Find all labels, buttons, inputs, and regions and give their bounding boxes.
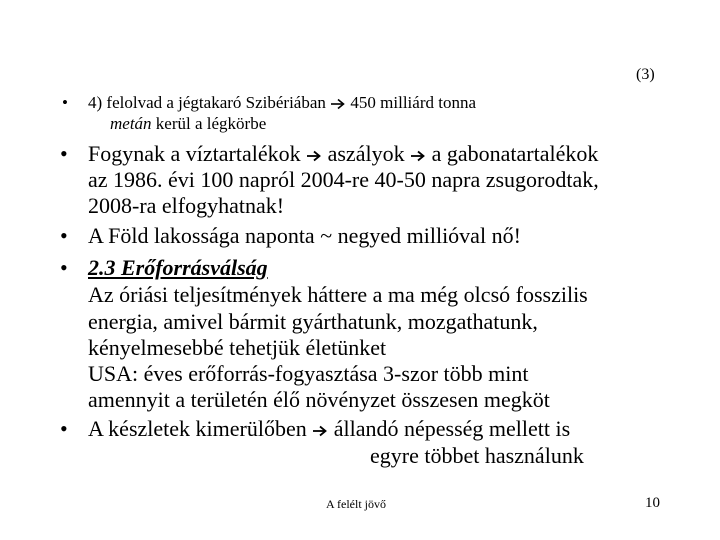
arrow-right-icon bbox=[410, 150, 426, 162]
item1-line2-rest: kerül a légkörbe bbox=[155, 114, 267, 133]
item5-part1: A készletek kimerülőben bbox=[88, 416, 307, 441]
item4-heading bbox=[88, 255, 268, 281]
item2-part3: a gabonatartalékok bbox=[431, 141, 599, 166]
arrow-right-icon bbox=[306, 150, 322, 162]
footer-title: A felélt jövő bbox=[326, 497, 386, 511]
arrow-right-icon bbox=[312, 425, 328, 437]
arrow-right-icon bbox=[330, 98, 346, 110]
item1-italic-word: metán bbox=[110, 114, 152, 133]
bullet-marker: • bbox=[60, 255, 68, 280]
item4-line-1: Az óriási teljesítmények háttere a ma még olcsó fosszilis bbox=[88, 282, 588, 307]
item5-line2: egyre többet használunk bbox=[370, 443, 584, 468]
page-number: 10 bbox=[645, 495, 660, 511]
item4-line-5: amennyit a területén élő növényzet összesen megköt bbox=[88, 387, 550, 412]
item2-line3: 2008-ra elfogyhatnak! bbox=[88, 193, 285, 218]
bullet-marker: • bbox=[60, 416, 68, 441]
item2-line2: az 1986. évi 100 napról 2004-re 40-50 napra zsugorodtak, bbox=[88, 167, 599, 192]
item4-heading-text: 2.3 Erőforrásválság bbox=[88, 255, 268, 280]
item3-text: A Föld lakossága naponta ~ negyed millióval nő! bbox=[88, 223, 521, 248]
bullet-marker: • bbox=[62, 93, 68, 112]
item1-text-post: 450 milliárd tonna bbox=[350, 93, 476, 112]
item1-text-pre: 4) felolvad a jégtakaró Szibériában bbox=[88, 93, 326, 112]
bullet-marker: • bbox=[60, 223, 68, 248]
item2-part2: aszályok bbox=[327, 141, 405, 166]
item5-part2: állandó népesség mellett is bbox=[333, 416, 571, 441]
bullet-marker: • bbox=[60, 141, 68, 166]
item4-line-2: energia, amivel bármit gyárthatunk, mozgathatunk, bbox=[88, 309, 538, 334]
item4-line-4: USA: éves erőforrás-fogyasztása 3-szor több mint bbox=[88, 361, 529, 386]
item4-line-3: kényelmesebbé tehetjük életünket bbox=[88, 335, 387, 360]
item2-part1: Fogynak a víztartalékok bbox=[88, 141, 301, 166]
slide-label: (3) bbox=[636, 66, 655, 83]
